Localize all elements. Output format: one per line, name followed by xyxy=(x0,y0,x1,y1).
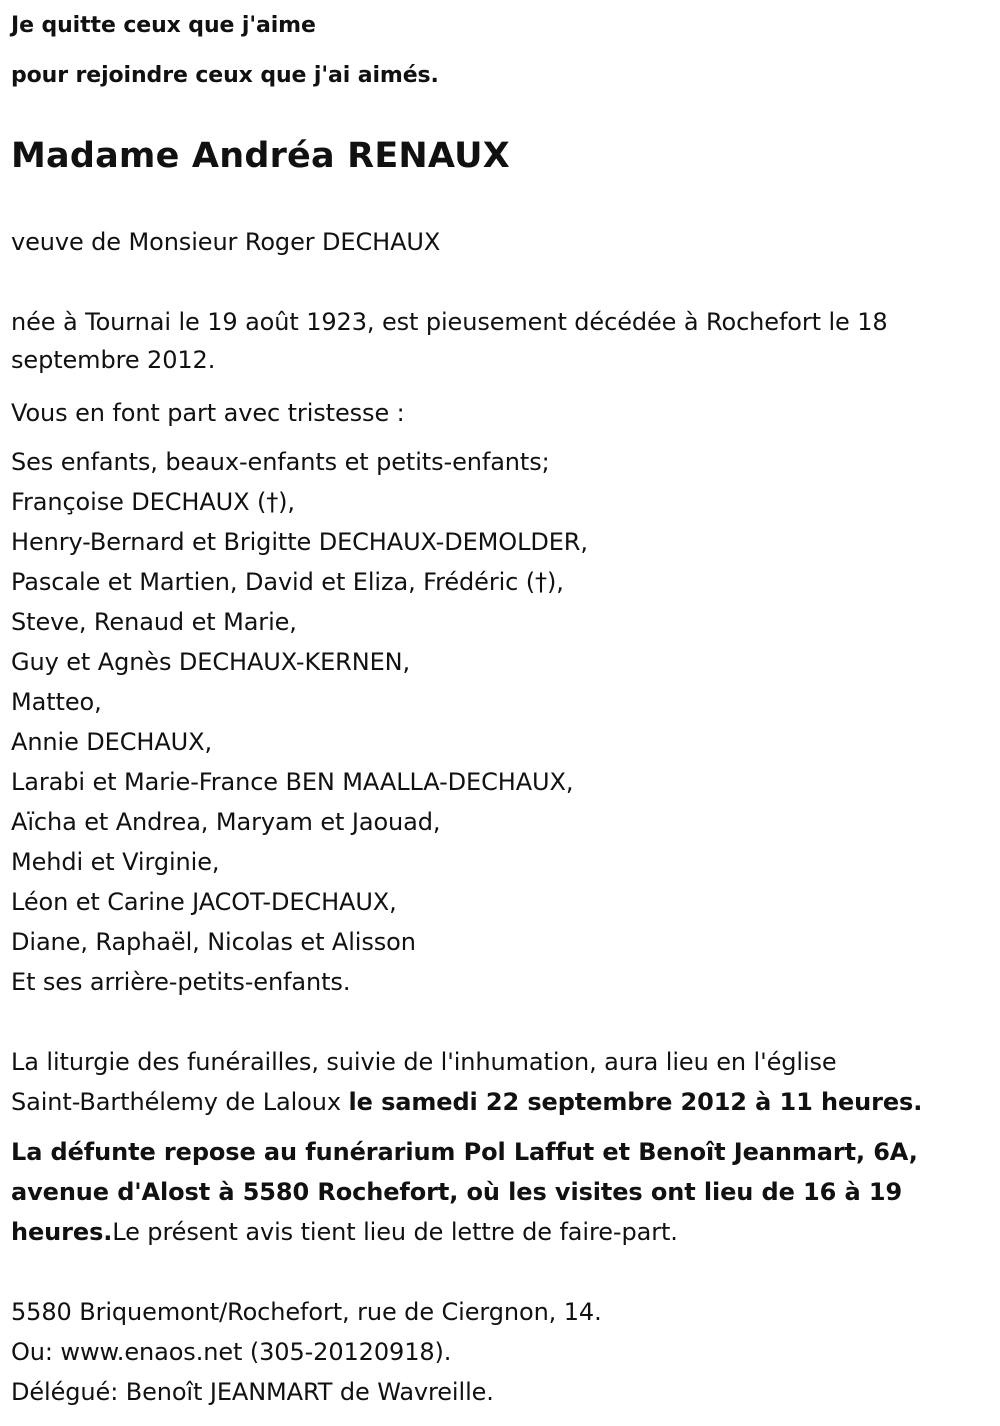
family-line: Et ses arrière-petits-enfants. xyxy=(11,968,351,996)
family-line: Annie DECHAUX, xyxy=(11,728,213,756)
funeral-line-2 xyxy=(11,1082,922,1122)
funeral-details xyxy=(11,1042,922,1122)
family-line: Léon et Carine JACOT-DECHAUX, xyxy=(11,888,397,916)
family-line: Pascale et Martien, David et Eliza, Frédéric (†), xyxy=(11,568,564,596)
deceased-name: Madame Andréa RENAUX xyxy=(11,136,510,176)
repose-line-3 xyxy=(11,1212,918,1252)
family-line: Aïcha et Andrea, Maryam et Jaouad, xyxy=(11,808,441,836)
funeral-church: Saint-Barthélemy de Laloux xyxy=(11,1088,349,1116)
family-line: Matteo, xyxy=(11,688,102,716)
family-line: Larabi et Marie-France BEN MAALLA-DECHAUX, xyxy=(11,768,574,796)
epigraph-line-2: pour rejoindre ceux que j'ai aimés. xyxy=(11,63,439,88)
family-line: Diane, Raphaël, Nicolas et Alisson xyxy=(11,928,416,956)
funeral-date: le samedi 22 septembre 2012 à 11 heures. xyxy=(348,1088,923,1116)
announcement-intro: Vous en font part avec tristesse : xyxy=(11,399,405,427)
birth-death-statement: née à Tournai le 19 août 1923, est pieusement décédée à Rochefort le 18 septembre 2012. xyxy=(11,308,888,374)
family-line: Henry-Bernard et Brigitte DECHAUX-DEMOLDER, xyxy=(11,528,588,556)
family-address: 5580 Briquemont/Rochefort, rue de Ciergnon, 14. xyxy=(11,1298,602,1326)
repose-hours: heures. xyxy=(11,1218,113,1246)
family-line: Françoise DECHAUX (†), xyxy=(11,488,295,516)
repose-line-1: La défunte repose au funérarium Pol Laffut et Benoît Jeanmart, 6A, xyxy=(11,1138,918,1166)
family-line: Mehdi et Virginie, xyxy=(11,848,220,876)
funeral-line-1: La liturgie des funérailles, suivie de l'inhumation, aura lieu en l'église xyxy=(11,1048,837,1076)
repose-details xyxy=(11,1132,918,1252)
footer-info xyxy=(11,1292,602,1412)
website-reference: Ou: www.enaos.net (305-20120918). xyxy=(11,1338,452,1366)
widow-of: veuve de Monsieur Roger DECHAUX xyxy=(11,228,441,256)
faire-part-note: Le présent avis tient lieu de lettre de faire-part. xyxy=(112,1218,678,1246)
family-line: Steve, Renaud et Marie, xyxy=(11,608,297,636)
delegate: Délégué: Benoît JEANMART de Wavreille. xyxy=(11,1378,494,1406)
repose-line-2: avenue d'Alost à 5580 Rochefort, où les visites ont lieu de 16 à 19 xyxy=(11,1178,903,1206)
family-line: Guy et Agnès DECHAUX-KERNEN, xyxy=(11,648,411,676)
epigraph-line-1: Je quitte ceux que j'aime xyxy=(11,13,316,38)
family-list xyxy=(11,442,588,1002)
family-line: Ses enfants, beaux-enfants et petits-enfants; xyxy=(11,448,550,476)
